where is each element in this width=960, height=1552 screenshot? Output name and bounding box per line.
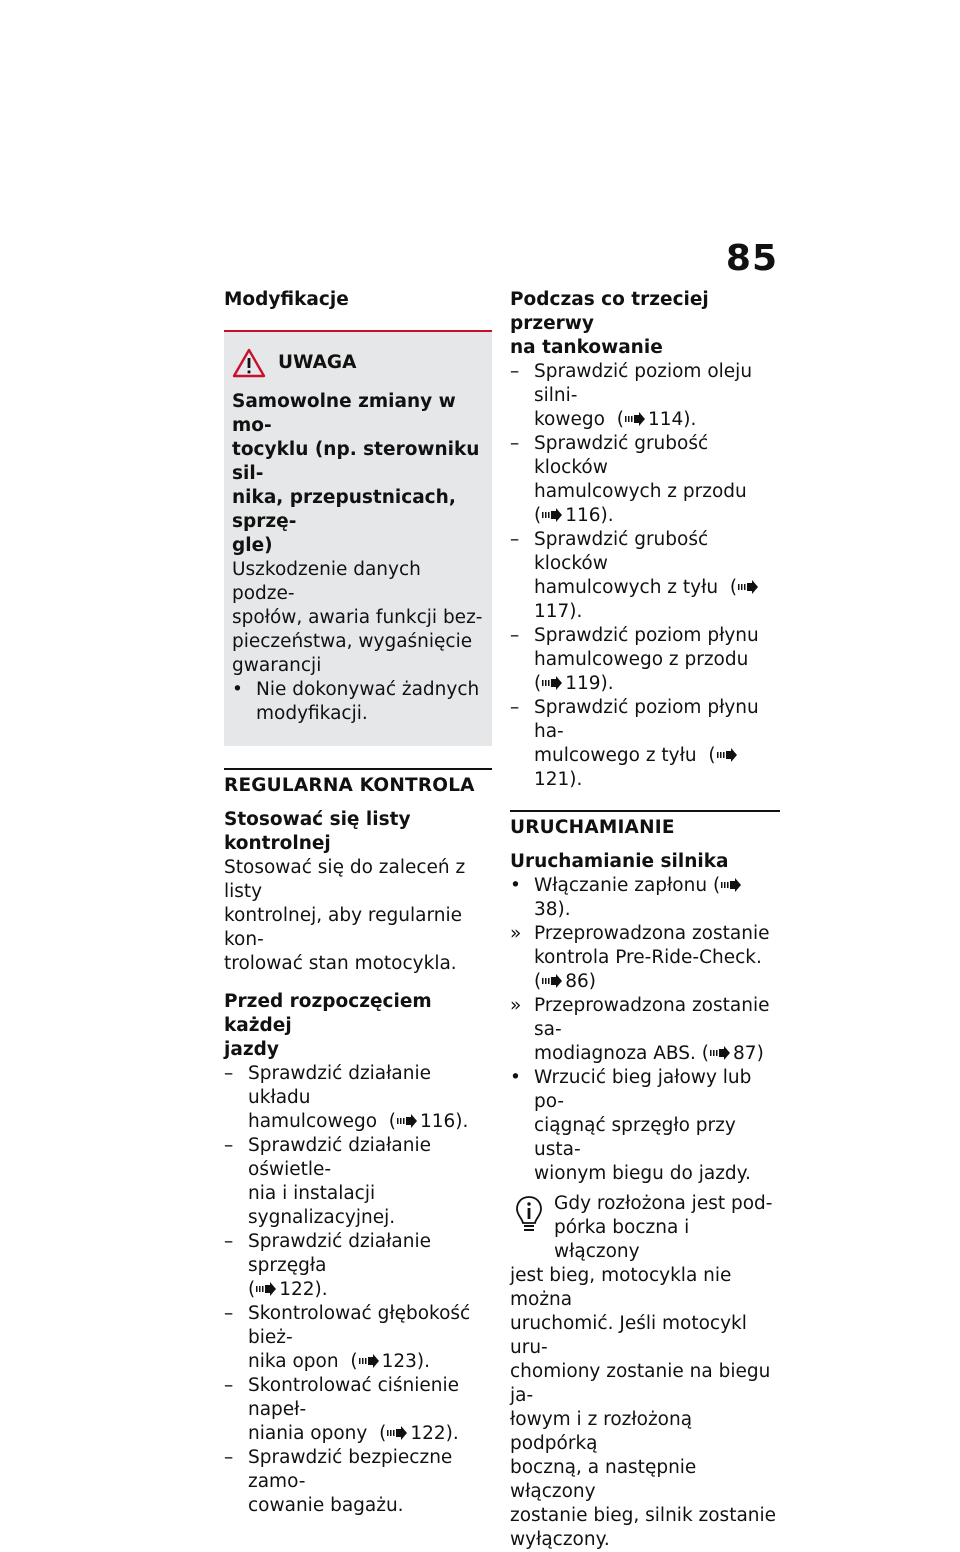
warning-bold-line: gle) xyxy=(232,535,273,556)
info-note xyxy=(510,1192,780,1552)
info-line: wyłączony. xyxy=(510,1529,610,1550)
list-item-text: hamulcowych z przodu xyxy=(534,481,747,502)
right-column xyxy=(510,288,780,1552)
page-reference-arrow-icon xyxy=(541,974,563,988)
page-reference-arrow-icon xyxy=(396,1114,418,1128)
left-column xyxy=(224,288,492,1518)
list-item-text: Sprawdzić poziom płynu ha- xyxy=(534,697,759,742)
warning-bold-line: Samowolne zmiany w mo- xyxy=(232,391,456,436)
result-marker: » xyxy=(510,923,522,944)
list-item-text: cowanie bagażu. xyxy=(248,1495,404,1516)
list-item-text: Sprawdzić działanie układu xyxy=(248,1063,431,1108)
list-item-text: Sprawdzić grubość klocków xyxy=(534,433,709,478)
refuel-heading: Podczas co trzeciej przerwy xyxy=(510,289,709,334)
section-rule xyxy=(224,768,492,798)
page-reference[interactable]: 123). xyxy=(381,1351,430,1372)
list-item-text: Skontrolować głębokość bież- xyxy=(248,1303,471,1348)
list-item: – Sprawdzić poziom płynu hamulcowego z przodu ( 119). xyxy=(510,625,759,694)
list-item-text: Sprawdzić działanie oświetle- xyxy=(248,1135,431,1180)
list-item xyxy=(224,1446,492,1518)
list-item-text: kontrola Pre-Ride-Check. xyxy=(534,947,762,968)
engine-start-heading: Uruchamianie silnika xyxy=(510,851,729,872)
list-item: – Sprawdzić grubość klocków hamulcowych z przodu ( 116). xyxy=(510,433,747,526)
list-item-text: Wrzucić bieg jałowy lub po- xyxy=(534,1067,752,1112)
warning-body-line: pieczeństwa, wygaśnięcie xyxy=(232,631,473,652)
list-item-text: Włączanie zapłonu xyxy=(534,875,708,896)
checklist-line: trolować stan motocykla. xyxy=(224,953,457,974)
warning-body-line: Uszkodzenie danych podze- xyxy=(232,559,421,604)
list-item: – Skontrolować ciśnienie napeł- niania opony ( 122). xyxy=(224,1375,460,1444)
dash-marker: – xyxy=(224,1447,234,1468)
list-item-text: Skontrolować ciśnienie napeł- xyxy=(248,1375,460,1420)
page-reference-arrow-icon xyxy=(541,676,563,690)
list-item: – Sprawdzić grubość klocków hamulcowych z tyłu (117). xyxy=(510,528,780,624)
section-title-regular-check: REGULARNA KONTROLA xyxy=(224,775,475,796)
page-reference[interactable]: 122). xyxy=(410,1423,459,1444)
page-reference[interactable]: 38). xyxy=(534,899,571,920)
info-line: boczną, a następnie włączony xyxy=(510,1457,697,1502)
list-item: » Przeprowadzona zostanie sa- modiagnoza ABS. ( 87) xyxy=(510,995,770,1064)
list-item xyxy=(510,1066,780,1186)
page-reference[interactable]: 116). xyxy=(420,1111,469,1132)
list-item-text: nia i instalacji sygnalizacyjnej. xyxy=(248,1183,396,1228)
dash-marker: – xyxy=(224,1063,234,1084)
result-marker: » xyxy=(510,995,522,1016)
page-reference[interactable]: 114). xyxy=(647,409,697,430)
list-item-text: Sprawdzić grubość klocków xyxy=(534,529,709,574)
engine-start-steps xyxy=(510,874,780,1186)
warning-bold-line: nika, przepustnicach, sprzę- xyxy=(232,487,456,532)
before-ride-heading: Przed rozpoczęciem każdej xyxy=(224,991,432,1036)
list-item xyxy=(224,1134,492,1230)
dash-marker: – xyxy=(510,529,520,550)
dash-marker: – xyxy=(510,625,520,646)
refuel-heading: na tankowanie xyxy=(510,337,663,358)
checklist-line: Stosować się do zaleceń z listy xyxy=(224,857,466,902)
list-item-text: kowego xyxy=(534,409,605,430)
list-item-text: nika opon xyxy=(248,1351,339,1372)
list-item: • Włączanie zapłonu (38). xyxy=(510,874,780,922)
dash-marker: – xyxy=(224,1303,234,1324)
page-reference[interactable]: 121). xyxy=(534,769,583,790)
warning-action-list xyxy=(232,678,486,726)
warning-action-line: modyfikacji. xyxy=(256,703,368,724)
warning-triangle-icon xyxy=(232,348,266,378)
page-reference[interactable]: 86) xyxy=(565,971,596,992)
list-item-text: Sprawdzić działanie sprzęgła xyxy=(248,1231,431,1276)
list-item-text: mulcowego z tyłu xyxy=(534,745,697,766)
list-item xyxy=(232,678,486,726)
page-reference-arrow-icon xyxy=(255,1282,277,1296)
page-reference-arrow-icon xyxy=(358,1354,380,1368)
list-item-text: ciągnąć sprzęgło przy usta- xyxy=(534,1115,736,1160)
bullet-marker: • xyxy=(510,875,521,896)
list-item-text: Sprawdzić poziom oleju silni- xyxy=(534,361,753,406)
warning-box xyxy=(224,330,492,746)
dash-marker: – xyxy=(510,433,520,454)
page-reference[interactable]: 87) xyxy=(733,1043,764,1064)
warning-title: UWAGA xyxy=(278,352,357,373)
page-reference-arrow-icon xyxy=(716,748,738,762)
dash-marker: – xyxy=(224,1375,234,1396)
warning-header xyxy=(232,348,486,378)
info-line: jest bieg, motocykla nie można xyxy=(510,1265,732,1310)
page-reference-arrow-icon xyxy=(386,1426,408,1440)
info-line: łowym i z rozłożoną podpórką xyxy=(510,1409,693,1454)
list-item: – Sprawdzić działanie sprzęgła ( 122). xyxy=(224,1231,431,1300)
page-reference-arrow-icon xyxy=(624,412,646,426)
page-reference-arrow-icon xyxy=(720,878,742,892)
refuel-list xyxy=(510,360,780,792)
list-item: – Sprawdzić poziom płynu ha- mulcowego z tyłu (121). xyxy=(510,697,759,790)
list-item-text: Sprawdzić bezpieczne zamo- xyxy=(248,1447,453,1492)
dash-marker: – xyxy=(510,697,520,718)
before-ride-heading: jazdy xyxy=(224,1039,279,1060)
section-title-starting: URUCHAMIANIE xyxy=(510,817,675,838)
info-line: Gdy rozłożona jest pod- xyxy=(554,1193,773,1214)
info-line: chomiony zostanie na biegu ja- xyxy=(510,1361,771,1406)
dash-marker: – xyxy=(224,1135,234,1156)
list-item: – Sprawdzić działanie układu hamulcowego ( 116). xyxy=(224,1063,469,1132)
info-line: uruchomić. Jeśli motocykl uru- xyxy=(510,1313,747,1358)
list-item-text: wionym biegu do jazdy. xyxy=(534,1163,751,1184)
list-item-text: Sprawdzić poziom płynu xyxy=(534,625,759,646)
list-item-text: modiagnoza ABS. xyxy=(534,1043,696,1064)
list-item-text: hamulcowego xyxy=(248,1111,378,1132)
page-reference[interactable]: 116). xyxy=(565,505,614,526)
list-item: – Sprawdzić poziom oleju silni- kowego ( 114). xyxy=(510,361,753,430)
page-number: 85 xyxy=(725,238,778,279)
info-line: zostanie bieg, silnik zostanie xyxy=(510,1505,777,1526)
warning-action-line: Nie dokonywać żadnych xyxy=(256,679,480,700)
checklist-line: kontrolnej, aby regularnie kon- xyxy=(224,905,462,950)
info-line: pórka boczna i włączony xyxy=(554,1217,690,1262)
page-reference-arrow-icon xyxy=(709,1046,731,1060)
page-reference[interactable]: 119). xyxy=(565,673,614,694)
section-rule xyxy=(510,810,780,840)
list-item: – Skontrolować głębokość bież- nika opon ( 123). xyxy=(224,1303,471,1372)
mods-heading: Modyfikacje xyxy=(224,289,349,310)
bullet-marker: • xyxy=(510,1067,521,1088)
dash-marker: – xyxy=(224,1231,234,1252)
bullet-marker: • xyxy=(232,679,243,700)
page-reference[interactable]: 117). xyxy=(534,601,583,622)
page-reference-arrow-icon xyxy=(541,508,563,522)
page-reference[interactable]: 122). xyxy=(279,1279,328,1300)
dash-marker: – xyxy=(510,361,520,382)
before-ride-list xyxy=(224,1062,492,1518)
warning-body-line: społów, awaria funkcji bez- xyxy=(232,607,483,628)
warning-bold-line: tocyklu (np. sterowniku sil- xyxy=(232,439,480,484)
list-item-text: hamulcowego z przodu xyxy=(534,649,749,670)
list-item: » Przeprowadzona zostanie kontrola Pre-Ride-Check. ( 86) xyxy=(510,923,770,992)
info-hint-icon xyxy=(514,1194,544,1236)
list-item-text: Przeprowadzona zostanie xyxy=(534,923,770,944)
checklist-heading: Stosować się listy kontrolnej xyxy=(224,809,411,854)
list-item-text: hamulcowych z tyłu xyxy=(534,577,719,598)
list-item-text: Przeprowadzona zostanie sa- xyxy=(534,995,770,1040)
page-reference-arrow-icon xyxy=(737,580,759,594)
list-item-text: niania opony xyxy=(248,1423,368,1444)
warning-body-line: gwarancji xyxy=(232,655,322,676)
